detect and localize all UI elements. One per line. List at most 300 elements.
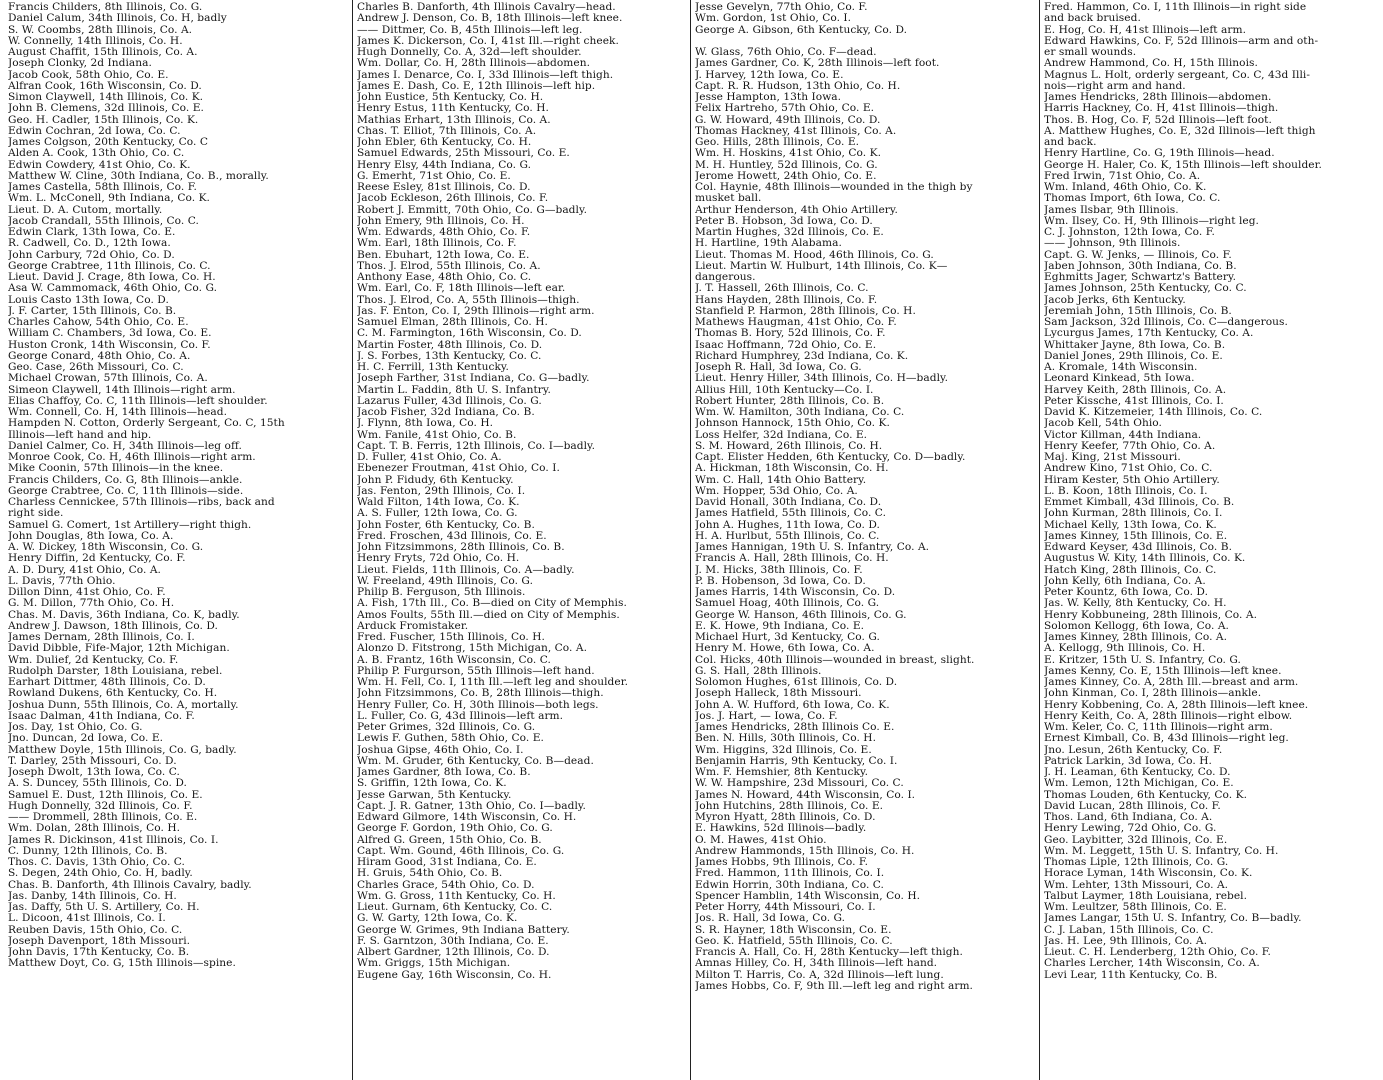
casualty-entry: Jas. H. Lee, 9th Illinois, Co. A. [1044, 935, 1208, 947]
casualty-entry: Wm. Hopper, 53d Ohio, Co. A. [695, 485, 858, 497]
casualty-entry: L. Dicoon, 41st Illinois, Co. I. [8, 913, 166, 925]
casualty-entry: Simeon Claywell, 14th Illinois—right arm. [8, 384, 236, 396]
casualty-entry: Matthew W. Cline, 30th Indiana, Co. B., morally. [8, 170, 269, 182]
casualty-entry: Edward Gilmore, 14th Wisconsin, Co. H. [357, 812, 577, 823]
casualty-entry: Wm. Higgins, 32d Illinois, Co. E. [695, 744, 872, 756]
casualty-entry: W. W. Hampshire, 23d Missouri, Co. C. [695, 778, 904, 790]
casualty-entry: Jos. Day, 1st Ohio, Co. G. [8, 722, 143, 733]
casualty-entry: Reuben Davis, 15th Ohio, Co. C. [8, 924, 183, 936]
casualty-entry: John Emery, 9th Illinois, Co. H. [357, 215, 525, 227]
casualty-entry: Thomas Louden, 6th Kentucky, Co. K. [1044, 789, 1247, 801]
casualty-entry: Lieut. Gurnam, 6th Kentucky, Co. C. [357, 902, 553, 913]
casualty-entry: Wm. C. Hall, 14th Ohio Battery. [695, 474, 867, 486]
casualty-entry: Michael Kelly, 13th Iowa, Co. K. [1044, 519, 1217, 531]
casualty-entry: J. T. Hassell, 26th Illinois, Co. C. [695, 283, 869, 295]
casualty-entry: Dillon Dinn, 41st Ohio, Co. F. [8, 587, 166, 598]
casualty-entry: A. D. Dury, 41st Ohio, Co. A. [8, 564, 161, 576]
casualty-entry: A. Kellogg, 9th Illinois, Co. H. [1044, 643, 1206, 655]
casualty-entry: Andrew Hammonds, 15th Illinois, Co. H. [695, 845, 915, 857]
casualty-entry: Henry Kobbuneing, 28th Illinois, Co. A. [1044, 609, 1257, 621]
casualty-entry: Richard Humphrey, 23d Indiana, Co. K. [695, 350, 909, 362]
casualty-entry: Charles Lercher, 14th Wisconsin, Co. A. [1044, 958, 1260, 970]
casualty-entry: Emmet Kimball, 43d Illinois, Co. B. [1044, 497, 1235, 508]
casualty-entry: Daniel Jones, 29th Illinois, Co. E. [1044, 350, 1223, 362]
casualty-entry: Jacob Eckleson, 26th Illinois, Co. F. [357, 193, 549, 205]
casualty-entry: Victor Killman, 44th Indiana. [1044, 429, 1202, 441]
casualty-entry: Wm. Dulief, 2d Kentucky, Co. F. [8, 654, 179, 666]
casualty-entry: O. M. Hawes, 41st Ohio. [695, 834, 827, 846]
casualty-entry: Thos. B. Hog, Co. F, 52d Illinois—left foot. [1044, 114, 1272, 126]
casualty-entry: Wm. M. Leggett, 15th U. S. Infantry, Co. H. [1044, 845, 1279, 857]
casualty-entry: Joshua Dunn, 55th Illinois, Co. A, mortally. [8, 699, 239, 711]
casualty-entry: August Chaffit, 15th Illinois, Co. A. [8, 47, 198, 58]
casualty-entry: Reese Esley, 81st Illinois, Co. D. [357, 182, 531, 193]
casualty-entry: Joseph Clonky, 2d Indiana. [8, 58, 152, 70]
casualty-entry: Lieut. D. A. Cutom, mortally. [8, 204, 163, 216]
casualty-entry: Maj. King, 21st Missouri. [1044, 452, 1181, 463]
casualty-entry: James Kenny, Co. E, 15th Illinois—left knee. [1044, 665, 1282, 677]
casualty-entry: Wm. Fanile, 41st Ohio, Co. B. [357, 429, 517, 441]
casualty-entry: James Kinney, 28th Illinois, Co. A. [1044, 632, 1228, 643]
casualty-entry: S. W. Coombs, 28th Illinois, Co. A. [8, 24, 193, 36]
casualty-entry: Henry Fryts, 72d Ohio, Co. H. [357, 553, 520, 565]
casualty-entry: Jesse Gevelyn, 77th Ohio, Co. F. [695, 2, 868, 13]
casualty-entry: H. C. Ferrill, 13th Kentucky. [357, 362, 509, 373]
casualty-entry: A. Kromale, 14th Wisconsin. [1044, 362, 1198, 373]
casualty-entry: Henry M. Howe, 6th Iowa, Co. A. [695, 643, 875, 655]
casualty-entry: James Hannigan, 19th U. S. Infantry, Co. A. [695, 542, 930, 553]
casualty-entry: James Hendricks, 28th Illinois Co. E. [695, 722, 895, 733]
casualty-entry: P. B. Hobenson, 3d Iowa, Co. D. [695, 575, 866, 587]
casualty-entry: James N. Howard, 44th Wisconsin, Co. I. [695, 789, 916, 801]
casualty-entry: Benjamin Harris, 9th Kentucky, Co. I. [695, 755, 898, 767]
casualty-entry: Matthew Doyt, Co. G, 15th Illinois—spine. [8, 958, 236, 970]
casualty-entry: Chas. B. Danforth, 4th Illinois Cavalry, badly. [8, 879, 252, 891]
casualty-entry: Jos. R. Hall, 3d Iowa, Co. G. [695, 913, 846, 925]
casualty-entry: Hiram Kester, 5th Ohio Artillery. [1044, 474, 1220, 486]
casualty-entry: Geo. H. Cadler, 15th Illinois, Co. K. [8, 114, 199, 126]
casualty-entry: Jaben Johnson, 30th Indiana, Co. B. [1044, 260, 1237, 272]
casualty-entry: Lazarus Fuller, 43d Illinois, Co. G. [357, 395, 542, 407]
casualty-entry: Samuel E. Dust, 12th Illinois, Co. E. [8, 789, 203, 801]
casualty-entry: Henry Keith, Co. A, 28th Illinois—right elbow. [1044, 710, 1293, 722]
casualty-entry: C. J. Johnston, 12th Iowa, Co. F. [1044, 227, 1215, 238]
casualty-entry: Wm. H. Fell, Co. I, 11th Ill.—left leg and shoulder. [357, 677, 629, 688]
casualty-entry: Fred. Froschen, 43d Illinois, Co. E. [357, 530, 547, 542]
casualty-entry: Andrew J. Denson, Co. B, 18th Illinois—left knee. [357, 13, 623, 25]
casualty-entry: H. Hartline, 19th Alabama. [695, 238, 842, 250]
casualty-entry: Eghmitts Jager, Schwartz's Battery. [1044, 272, 1236, 283]
newspaper-page [4, 0, 1379, 1080]
casualty-entry: Thos. Land, 6th Indiana, Co. A. [1044, 812, 1213, 823]
casualty-entry: John Kurman, 28th Illinois, Co. I. [1044, 508, 1223, 520]
casualty-entry: Jas. F. Enton, Co. I, 29th Illinois—right arm. [357, 305, 595, 317]
text-column-1 [4, 0, 353, 1080]
casualty-entry: Lycurgus James, 17th Kentucky, Co. A. [1044, 328, 1254, 340]
casualty-entry: Asa W. Cammomack, 46th Ohio, Co. G. [8, 283, 218, 295]
casualty-entry: W. Freeland, 49th Illinois, Co. G. [357, 575, 533, 587]
casualty-entry: Jacob Cook, 58th Ohio, Co. E. [8, 69, 169, 81]
casualty-entry: Hugh Donnelly, Co. A, 32d—left shoulder. [357, 47, 582, 58]
casualty-entry: Joseph R. Hall, 3d Iowa, Co. G. [695, 362, 862, 373]
casualty-entry: Jerome Howett, 24th Ohio, Co. E. [695, 170, 877, 182]
casualty-entry: Ben. N. Hills, 30th Illinois, Co. H. [695, 733, 876, 745]
casualty-entry: A. B. Frantz, 16th Wisconsin, Co. C. [357, 654, 551, 666]
casualty-entry: Alonzo D. Fitstrong, 15th Michigan, Co. A. [357, 643, 587, 655]
casualty-entry: Henry Elsy, 44th Indiana, Co. G. [357, 159, 531, 171]
casualty-entry: —— Johnson, 9th Illinois. [1044, 238, 1181, 250]
casualty-entry: G. S. Hall, 28th Illinois. [695, 665, 822, 677]
casualty-entry: Henry Lewing, 72d Ohio, Co. G. [1044, 823, 1217, 835]
casualty-entry: Allius Hill, 10th Kentucky—Co. I. [695, 384, 874, 396]
casualty-entry: Patrick Larkin, 3d Iowa, Co. H. [1044, 755, 1212, 767]
casualty-entry: Stanfield P. Harmon, 28th Illinois, Co. H. [695, 305, 916, 317]
casualty-entry: nois—right arm and hand. [1044, 80, 1186, 92]
casualty-entry: George Crabtree, Co. C, 11th Illinois—side. [8, 485, 244, 497]
casualty-entry: Ebenezer Froutman, 41st Ohio, Co. I. [357, 463, 560, 475]
casualty-entry: John P. Fidudy, 6th Kentucky. [357, 474, 514, 486]
casualty-entry: John Eustice, 5th Kentucky, Co. H. [357, 92, 544, 103]
casualty-entry: Charless Cennickee, 57th Illinois—ribs, back and [8, 497, 275, 508]
casualty-entry: James Kinney, Co. A, 28th Ill.—breast and arm. [1044, 677, 1299, 688]
casualty-entry: dangerous. [695, 272, 756, 283]
casualty-entry [695, 36, 1036, 47]
casualty-entry: E. Hawkins, 52d Illinois—badly. [695, 823, 867, 835]
casualty-entry: Lieut. Fields, 11th Illinois, Co. A—badly. [357, 564, 575, 576]
casualty-entry: Elias Chaffoy, Co. C, 11th Illinois—left shoulder. [8, 395, 268, 407]
casualty-entry: right side. [8, 508, 64, 520]
casualty-entry: Lewis F. Guthen, 58th Ohio, Co. E. [357, 733, 544, 745]
casualty-entry: S. Degen, 24th Ohio, Co. H, badly. [8, 868, 193, 880]
casualty-entry: James Johnson, 25th Kentucky, Co. C. [1044, 283, 1247, 295]
casualty-entry: Peter Horry, 44th Missouri, Co. I. [695, 902, 876, 913]
casualty-entry: James Hendricks, 28th Illinois—abdomen. [1044, 92, 1272, 103]
casualty-entry: Capt. Elister Hedden, 6th Kentucky, Co. D—badly. [695, 452, 966, 463]
casualty-entry: Joseph Dwolt, 13th Iowa, Co. C. [8, 767, 180, 778]
casualty-entry: Samuel Edwards, 25th Missouri, Co. E. [357, 148, 570, 160]
casualty-entry: J. H. Leaman, 6th Kentucky, Co. D. [1044, 767, 1231, 778]
casualty-entry: er small wounds. [1044, 47, 1137, 58]
casualty-entry: Francis A. Hall, 28th Illinois, Co. H. [695, 553, 889, 565]
casualty-entry: Jacob Jerks, 6th Kentucky. [1044, 294, 1186, 306]
casualty-entry: Jeremiah John, 15th Illinois, Co. B. [1044, 305, 1232, 317]
casualty-entry: Edward Keyser, 43d Illinois, Co. B. [1044, 542, 1233, 553]
casualty-entry: Johnson Hannock, 15th Ohio, Co. K. [695, 418, 890, 430]
casualty-entry: —— Drommell, 28th Illinois, Co. E. [8, 812, 198, 823]
casualty-entry: Sam Jackson, 32d Illinois, Co. C—dangerous. [1044, 317, 1288, 328]
casualty-entry: James Hatfield, 55th Illinois, Co. C. [695, 508, 886, 520]
casualty-entry: T. Darley, 25th Missouri, Co. D. [8, 755, 177, 767]
casualty-entry: Thos. C. Davis, 13th Ohio, Co. C. [8, 857, 185, 868]
casualty-entry: Philip B. Ferguson, 5th Illinois. [357, 587, 526, 598]
casualty-entry: Capt. R. R. Hudson, 13th Ohio, Co. H. [695, 80, 901, 92]
casualty-entry: Mathews Haugman, 41st Ohio, Co. F. [695, 317, 897, 328]
casualty-entry: G. W. Garty, 12th Iowa, Co. K. [357, 913, 518, 925]
casualty-entry: Louis Casto 13th Iowa, Co. D. [8, 294, 169, 306]
casualty-entry: Talbut Laymer, 18th Louisiana, rebel. [1044, 890, 1248, 902]
casualty-entry: Henry Fuller, Co. H, 30th Illinois—both legs. [357, 699, 599, 711]
casualty-entry: Eugene Gay, 16th Wisconsin, Co. H. [357, 969, 552, 981]
casualty-entry: F. S. Garntzon, 30th Indiana, Co. E. [357, 935, 549, 947]
casualty-entry: Thomas Liple, 12th Illinois, Co. G. [1044, 857, 1229, 868]
casualty-entry: Samuel Hoag, 40th Illinois, Co. G. [695, 598, 880, 610]
casualty-entry: James Colgson, 20th Kentucky, Co. C [8, 137, 208, 148]
casualty-entry: Henry Diffin, 2d Kentucky, Co. F. [8, 553, 186, 565]
casualty-entry: Edwin Clark, 13th Iowa, Co. E. [8, 227, 176, 238]
casualty-entry: Hugh Donnelly, 32d Illinois, Co. F. [8, 800, 193, 812]
casualty-entry: Wm. Dolan, 28th Illinois, Co. H. [8, 823, 181, 835]
casualty-entry: Wm. Gordon, 1st Ohio, Co. I. [695, 13, 852, 25]
casualty-entry: Edwin Cochran, 2d Iowa, Co. C. [8, 125, 181, 137]
casualty-entry: Illinois—left hand and hip. [8, 429, 152, 441]
casualty-entry: James Hobbs, Co. F, 9th Ill.—left leg and right arm. [695, 980, 973, 992]
casualty-entry: A. Hickman, 18th Wisconsin, Co. H. [695, 463, 889, 475]
casualty-entry: Jas. Fenton, 29th Illinois, Co. I. [357, 485, 526, 497]
casualty-entry: and back bruised. [1044, 13, 1141, 25]
casualty-entry: W. Connelly, 14th Illinois, Co. H. [8, 35, 183, 47]
casualty-entry: Jno. Lesun, 26th Kentucky, Co. F. [1044, 744, 1223, 756]
casualty-entry: Col. Haynie, 48th Illinois—wounded in the thigh by [695, 182, 973, 193]
casualty-entry: M. H. Huntley, 52d Illinois, Co. G. [695, 159, 878, 171]
casualty-entry: Levi Lear, 11th Kentucky, Co. B. [1044, 969, 1218, 981]
casualty-entry: Wm. Inland, 46th Ohio, Co. K. [1044, 182, 1207, 193]
casualty-entry: George A. Gibson, 6th Kentucky, Co. D. [695, 24, 908, 36]
casualty-entry: Amnas Hilley, Co. H, 34th Illinois—left hand. [695, 958, 938, 970]
casualty-entry: G. Emerht, 71st Ohio, Co. E. [357, 170, 511, 182]
casualty-entry: Thomas Hackney, 41st Illinois, Co. A. [695, 125, 897, 137]
casualty-entry: Fred. Hammon, 11th Illinois, Co. I. [695, 868, 885, 880]
casualty-entry: Ernest Kimball, Co. B, 43d Illinois—right leg. [1044, 733, 1289, 745]
casualty-entry: George W. Hanson, 46th Illinois, Co. G. [695, 609, 907, 621]
casualty-entry: James Castella, 58th Illinois, Co. F. [8, 182, 197, 193]
casualty-entry: Wm. G. Gross, 11th Kentucky, Co. H. [357, 890, 556, 902]
casualty-entry: Wm. W. Hamilton, 30th Indiana, Co. C. [695, 407, 905, 418]
casualty-entry: L. B. Koon, 18th Illinois, Co. I. [1044, 485, 1208, 497]
casualty-entry: Solomon Kellogg, 6th Iowa, Co. A. [1044, 620, 1229, 632]
casualty-entry: Francis Childers, Co. G, 8th Illinois—ankle. [8, 474, 243, 486]
casualty-entry: James Gardner, Co. K, 28th Illinois—left foot. [695, 58, 940, 70]
casualty-entry: Wm. Griggs, 15th Michigan. [357, 958, 511, 970]
casualty-entry: Alden A. Cook, 13th Ohio, Co. C. [8, 148, 185, 160]
casualty-entry: Andrew J. Dawson, 18th Illinois, Co. D. [8, 620, 218, 632]
casualty-entry: A. Fish, 17th Ill., Co. B—died on City of Memphis. [357, 598, 627, 610]
casualty-entry: John Kinman, Co. I, 28th Illinois—ankle. [1044, 688, 1262, 700]
casualty-entry: R. Cadwell, Co. D., 12th Iowa. [8, 238, 171, 250]
casualty-entry: Wm. H. Hoskins, 41st Ohio, Co. K. [695, 148, 882, 160]
casualty-entry: Henry Keefer, 77th Ohio, Co. A. [1044, 440, 1216, 452]
casualty-entry: L. Davis, 77th Ohio. [8, 575, 116, 587]
casualty-entry: Wm. F. Hemshier, 8th Kentucky. [695, 767, 868, 778]
casualty-entry: Monroe Cook, Co. H, 46th Illinois—right arm. [8, 452, 256, 463]
casualty-entry: Leonard Kinkead, 5th Iowa. [1044, 373, 1195, 385]
casualty-entry: Robert Hunter, 28th Illinois, Co. B. [695, 395, 885, 407]
casualty-entry: Samuel G. Comert, 1st Artillery—right thigh. [8, 519, 252, 531]
casualty-entry: John Fitzsimmons, Co. B, 28th Illinois—thigh. [357, 688, 604, 700]
casualty-entry: James K. Dickerson, Co. I, 41st Ill.—right cheek. [357, 35, 619, 47]
casualty-entry: Myron Hyatt, 28th Illinois, Co. D. [695, 812, 876, 823]
casualty-entry: Edwin Horrin, 30th Indiana, Co. C. [695, 879, 884, 891]
casualty-entry: David K. Kitzemeier, 14th Illinois, Co. C. [1044, 407, 1263, 418]
casualty-entry: John A. W. Hufford, 6th Iowa, Co. K. [695, 699, 890, 711]
casualty-entry: Capt. T. B. Ferris, 12th Illinois, Co. I—badly. [357, 440, 596, 452]
casualty-entry: Wm. M. Gruder, 6th Kentucky, Co. B—dead. [357, 755, 594, 767]
casualty-entry: Wm. Leultzer, 58th Illinois, Co. E. [1044, 902, 1227, 913]
casualty-entry: Harris Hackney, Co. H, 41st Illinois—thigh. [1044, 103, 1279, 115]
casualty-entry: Joseph Farther, 31st Indiana, Co. G—badly. [357, 373, 590, 385]
casualty-entry: Joseph Davenport, 18th Missouri. [8, 935, 191, 947]
casualty-entry: Geo. Case, 26th Missouri, Co. C. [8, 362, 184, 373]
casualty-entry: Thomas Import, 6th Iowa, Co. C. [1044, 193, 1221, 205]
text-column-4 [1040, 0, 1379, 1080]
casualty-entry: Geo. K. Hatfield, 55th Illinois, Co. C. [695, 935, 893, 947]
casualty-entry: Jos. J. Hart, — Iowa, Co. F. [695, 710, 838, 722]
casualty-entry: George H. Haler, Co. K, 15th Illinois—left shoulder. [1044, 159, 1322, 171]
casualty-entry: John Hutchins, 28th Illinois, Co. E. [695, 800, 884, 812]
casualty-entry: Col. Hicks, 40th Illinois—wounded in breast, slight. [695, 654, 975, 666]
casualty-entry: Henry Hartline, Co. G, 19th Illinois—head. [1044, 148, 1275, 160]
casualty-entry: John Davis, 17th Kentucky, Co. B. [8, 947, 190, 958]
casualty-entry: Thomas B. Hory, 52d Illinois, Co. F. [695, 328, 886, 340]
casualty-entry: Wm. Earl, 18th Illinois, Co. F. [357, 238, 517, 250]
casualty-entry: Capt. J. R. Gatner, 13th Ohio, Co. I—badly. [357, 800, 586, 812]
casualty-entry: John Kelly, 6th Indiana, Co. A. [1044, 575, 1206, 587]
casualty-entry: G. M. Dillon, 77th Ohio, Co. H. [8, 598, 175, 610]
casualty-entry: Peter B. Hobson, 3d Iowa, Co. D. [695, 215, 873, 227]
casualty-entry: Wm. Keler, Co. C, 11th Illinois—right arm. [1044, 722, 1273, 733]
casualty-entry: Charles Cahow, 54th Ohio, Co. E. [8, 317, 189, 328]
casualty-entry: S. M. Howard, 26th Illinois, Co. H. [695, 440, 883, 452]
casualty-entry: James Langar, 15th U. S. Infantry, Co. B—badly. [1044, 913, 1302, 925]
casualty-entry: A. W. Dickey, 18th Wisconsin, Co. G. [8, 542, 204, 553]
casualty-entry: Charles B. Danforth, 4th Illinois Cavalry—head. [357, 2, 616, 13]
casualty-entry: Chas. T. Elliot, 7th Illinois, Co. A. [357, 125, 537, 137]
casualty-entry: L. Fuller, Co. G, 43d Illinois—left arm. [357, 710, 564, 722]
casualty-entry: Wm. L. McConell, 9th Indiana, Co. K. [8, 193, 210, 205]
casualty-entry: Solomon Hughes, 61st Illinois, Co. D. [695, 677, 898, 688]
casualty-entry: Albert Gardner, 12th Illinois, Co. D. [357, 947, 550, 958]
casualty-entry: C. J. Laban, 15th Illinois, Co. C. [1044, 924, 1214, 936]
casualty-entry: Rowland Dukens, 6th Kentucky, Co. H. [8, 688, 218, 700]
casualty-entry: D. Fuller, 41st Ohio, Co. A. [357, 452, 502, 463]
casualty-entry: Wm. Lemon, 12th Michigan, Co. E. [1044, 778, 1234, 790]
casualty-entry: Jesse Garwan, 5th Kentucky. [357, 789, 512, 801]
casualty-entry: Whittaker Jayne, 8th Iowa, Co. B. [1044, 339, 1226, 351]
casualty-entry: C. Dunny, 12th Illinois, Co. B. [8, 845, 168, 857]
casualty-entry: Alfred G. Green, 15th Ohio, Co. B. [357, 834, 542, 846]
casualty-entry: Peter Kountz, 6th Iowa, Co. D. [1044, 587, 1208, 598]
casualty-entry: Hampden N. Cotton, Orderly Sergeant, Co. C, 15th [8, 418, 285, 430]
casualty-entry: S. R. Hayner, 18th Wisconsin, Co. E. [695, 924, 892, 936]
casualty-entry: Arduck Fromistaker. [357, 620, 469, 632]
casualty-entry: Wm. Ilsey, Co. H, 9th Illinois—right leg. [1044, 215, 1259, 227]
casualty-entry: Philip P. Furgurson, 55th Illinois—left hand. [357, 665, 595, 677]
text-column-3 [691, 0, 1040, 1080]
casualty-entry: John Foster, 6th Kentucky, Co. B. [357, 519, 535, 531]
casualty-entry: Francis A. Hall, Co. H, 28th Kentucky—left thigh. [695, 947, 963, 958]
casualty-entry: Harvey Keith, 28th Illinois, Co. A. [1044, 384, 1227, 396]
casualty-entry: Andrew Kino, 71st Ohio, Co. C. [1044, 463, 1213, 475]
casualty-entry: A. Matthew Hughes, Co. E, 32d Illinois—left thigh [1044, 125, 1316, 137]
casualty-entry: Geo. Hills, 28th Illinois, Co. E. [695, 137, 860, 148]
casualty-entry: Fred Irwin, 71st Ohio, Co. A. [1044, 170, 1201, 182]
casualty-entry: Amos Foults, 55th Ill.—died on City of Memphis. [357, 609, 620, 621]
casualty-entry: Martin Foster, 48th Illinois, Co. D. [357, 339, 543, 351]
casualty-entry: A. S. Duncey, 55th Illinois, Co. D. [8, 778, 187, 790]
casualty-entry: Alfran Cook, 16th Wisconsin, Co. D. [8, 80, 202, 92]
casualty-entry: —— Dittmer, Co. B, 45th Illinois—left leg. [357, 24, 583, 36]
casualty-entry: A. S. Fuller, 12th Iowa, Co. G. [357, 508, 518, 520]
casualty-entry: G. W. Howard, 49th Illinois, Co. D. [695, 114, 881, 126]
casualty-entry: E. Kritzer, 15th U. S. Infantry, Co. G. [1044, 654, 1241, 666]
casualty-entry: Fred. Fuscher, 15th Illinois, Co. H. [357, 632, 545, 643]
casualty-entry: George F. Gordon, 19th Ohio, Co. G. [357, 823, 553, 835]
casualty-entry: and back. [1044, 137, 1097, 148]
casualty-entry: E. Hog, Co. H, 41st Illinois—left arm. [1044, 24, 1247, 36]
casualty-entry: Simon Claywell, 14th Illinois, Co. K. [8, 92, 204, 103]
casualty-entry: Anthony Ease, 48th Ohio, Co. C. [357, 272, 532, 283]
casualty-entry: Martin L. Faddin, 8th U. S. Infantry. [357, 384, 551, 396]
casualty-entry: John Fitzsimmons, 28th Illinois, Co. B. [357, 542, 565, 553]
casualty-entry: Joshua Gipse, 46th Ohio, Co. I. [357, 744, 524, 756]
casualty-entry: Spencer Hamblin, 14th Wisconsin, Co. H. [695, 890, 921, 902]
casualty-entry: Earhart Dittmer, 48th Illinois, Co. D. [8, 677, 206, 688]
casualty-entry: musket ball. [695, 193, 762, 205]
casualty-entry: Jacob Fisher, 32d Indiana, Co. B. [357, 407, 535, 418]
casualty-entry: John Douglas, 8th Iowa, Co. A. [8, 530, 174, 542]
casualty-entry: Jacob Crandall, 55th Illinois, Co. C. [8, 215, 199, 227]
casualty-entry: Loss Helfer, 32d Indiana, Co. E. [695, 429, 868, 441]
casualty-entry: Ben. Ebuhart, 12th Iowa, Co. E. [357, 249, 530, 261]
casualty-entry: Thos. J. Elrod, 55th Illinois, Co. A. [357, 260, 541, 272]
casualty-entry: Hatch King, 28th Illinois, Co. C. [1044, 564, 1217, 576]
casualty-entry: Jacob Kell, 54th Ohio. [1044, 418, 1162, 430]
casualty-entry: Joseph Halleck, 18th Missouri. [695, 688, 862, 700]
casualty-entry: Charles Grace, 54th Ohio, Co. D. [357, 879, 535, 891]
casualty-entry: Thos. J. Elrod, Co. A, 55th Illinois—thigh. [357, 294, 580, 306]
casualty-entry: Lieut. Henry Hiller, 34th Illinois, Co. H—badly. [695, 373, 949, 385]
casualty-entry: William C. Chambers, 3d Iowa, Co. E. [8, 328, 212, 340]
casualty-entry: John B. Clemens, 32d Illinois, Co. E. [8, 103, 204, 115]
casualty-entry: Milton T. Harris, Co. A, 32d Illinois—left lung. [695, 969, 944, 981]
casualty-entry: Jno. Duncan, 2d Iowa, Co. E. [8, 733, 164, 745]
casualty-entry: David Lucan, 28th Illinois, Co. F. [1044, 800, 1221, 812]
casualty-entry: David Dibble, Fife-Major, 12th Michigan. [8, 643, 230, 655]
casualty-entry: J. F. Carter, 15th Illinois, Co. B. [8, 305, 177, 317]
casualty-entry: James I. Denarce, Co. I, 33d Illinois—left thigh. [357, 69, 614, 81]
casualty-entry: Daniel Calum, 34th Illinois, Co. H, badly [8, 13, 227, 25]
casualty-entry: J. S. Forbes, 13th Kentucky, Co. C. [357, 350, 542, 362]
casualty-entry: James E. Dash, Co. E, 12th Illinois—left hip. [357, 80, 596, 92]
casualty-entry: Jesse Hampton, 13th Iowa. [695, 92, 842, 103]
casualty-entry: Matthew Doyle, 15th Illinois, Co. G, badly. [8, 744, 237, 756]
casualty-entry: Horace Lyman, 14th Wisconsin, Co. K. [1044, 868, 1253, 880]
casualty-entry: Peter Kissche, 41st Illinois, Co. I. [1044, 395, 1224, 407]
casualty-entry: Lieut. C. H. Lenderberg, 12th Ohio, Co. F. [1044, 947, 1271, 958]
text-column-2 [353, 0, 691, 1080]
casualty-entry: Mathias Erhart, 13th Illinois, Co. A. [357, 114, 551, 126]
casualty-entry: Hiram Good, 31st Indiana, Co. E. [357, 857, 537, 868]
casualty-entry: Edward Hawkins, Co. F, 52d Illinois—arm and oth- [1044, 35, 1319, 47]
casualty-entry: Jas. Danby, 14th Illinois, Co. H. [8, 890, 177, 902]
casualty-entry: Andrew Hammond, Co. H, 15th Illinois. [1044, 58, 1258, 70]
casualty-entry: James Hobbs, 9th Illinois, Co. F. [695, 857, 869, 868]
casualty-entry: Wm. Edwards, 48th Ohio, Co. F. [357, 227, 531, 238]
casualty-entry: Isaac Dalman, 41th Indiana, Co. F. [8, 710, 195, 722]
casualty-entry: Jas. W. Kelly, 8th Kentucky, Co. H. [1044, 598, 1227, 610]
casualty-entry: W. Glass, 76th Ohio, Co. F—dead. [695, 47, 877, 58]
casualty-entry: Henry Kobbening, Co. A, 28th Illinois—left knee. [1044, 699, 1309, 711]
casualty-entry: Isaac Hoffmann, 72d Ohio, Co. E. [695, 339, 877, 351]
